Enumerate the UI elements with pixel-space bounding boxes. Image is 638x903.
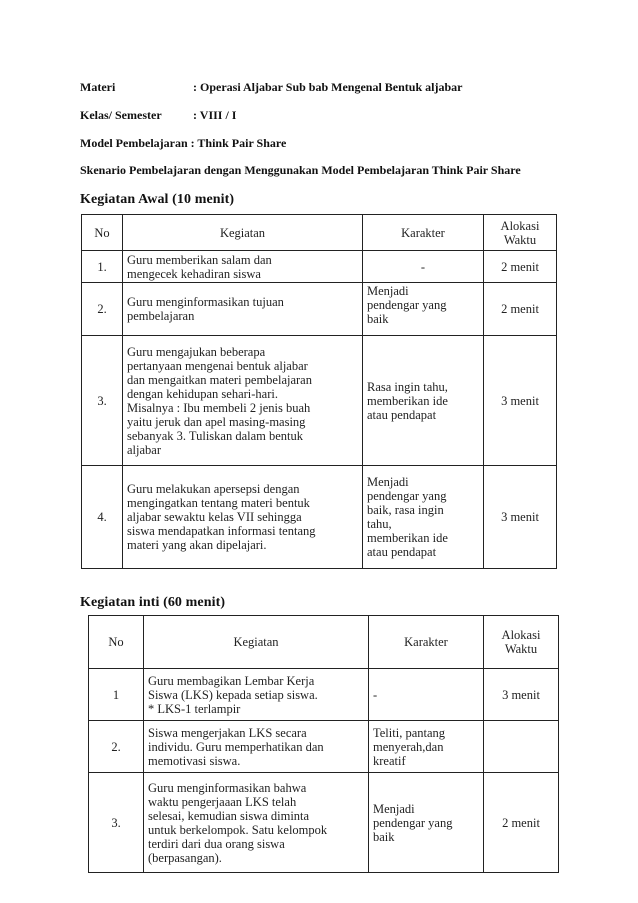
- row-waktu: 2 menit: [484, 251, 557, 283]
- header-karakter: Karakter: [363, 215, 484, 251]
- table-row: [82, 466, 557, 569]
- row-kegiatan: Guru mengajukan beberapa pertanyaan mengenai bentuk aljabar dan mengaitkan materi pembelajaran dengan kehidupan sehari-hari. Misalnya : Ibu membeli 2 jenis buah yaitu jeruk dan apel masing-masing sebanyak 3. Tuliskan dalam bentuk aljabar: [123, 336, 363, 466]
- table-row: [82, 283, 557, 336]
- inti-table: [88, 615, 559, 873]
- row-waktu: 2 menit: [484, 773, 559, 873]
- model-line: Model Pembelajaran : Think Pair Share: [80, 136, 287, 150]
- row-karakter: Menjadi pendengar yang baik, rasa ingin tahu, memberikan ide atau pendapat: [363, 466, 484, 569]
- row-kegiatan: Guru menginformasikan bahwa waktu pengerjaaan LKS telah selesai, kemudian siswa diminta untuk berkelompok. Satu kelompok terdiri dari dua orang siswa (berpasangan).: [144, 773, 369, 873]
- row-karakter: -: [363, 251, 484, 283]
- kelas-value: : VIII / I: [193, 108, 237, 122]
- table-row: [89, 721, 559, 773]
- row-karakter: Menjadi pendengar yang baik: [363, 283, 484, 336]
- materi-value: : Operasi Aljabar Sub bab Mengenal Bentuk aljabar: [193, 80, 463, 94]
- row-kegiatan: Siswa mengerjakan LKS secara individu. Guru memperhatikan dan memotivasi siswa.: [144, 721, 369, 773]
- materi-line: [80, 80, 462, 95]
- row-no: 4.: [82, 466, 123, 569]
- awal-header-row: [82, 215, 557, 251]
- header-no: No: [82, 215, 123, 251]
- row-karakter: -: [369, 669, 484, 721]
- awal-table: [81, 214, 557, 569]
- table-row: [89, 773, 559, 873]
- table-row: [89, 669, 559, 721]
- row-no: 3.: [89, 773, 144, 873]
- header-kegiatan: Kegiatan: [123, 215, 363, 251]
- table-row: [82, 251, 557, 283]
- row-karakter: Teliti, pantang menyerah,dan kreatif: [369, 721, 484, 773]
- row-no: 3.: [82, 336, 123, 466]
- awal-title: Kegiatan Awal (10 menit): [80, 192, 235, 207]
- header-alokasi: Alokasi Waktu: [484, 616, 559, 669]
- row-waktu: 3 menit: [484, 669, 559, 721]
- row-kegiatan: Guru menginformasikan tujuan pembelajaran: [123, 283, 363, 336]
- row-no: 2.: [89, 721, 144, 773]
- row-waktu: 3 menit: [484, 336, 557, 466]
- materi-label: Materi: [80, 80, 116, 94]
- header-kegiatan: Kegiatan: [144, 616, 369, 669]
- skenario-line: Skenario Pembelajaran dengan Menggunakan Model Pembelajaran Think Pair Share: [80, 163, 521, 177]
- inti-title: Kegiatan inti (60 menit): [80, 595, 226, 610]
- table-row: [82, 336, 557, 466]
- row-kegiatan: Guru memberikan salam dan mengecek kehadiran siswa: [123, 251, 363, 283]
- row-karakter: Rasa ingin tahu, memberikan ide atau pendapat: [363, 336, 484, 466]
- row-no: 1: [89, 669, 144, 721]
- kelas-label: Kelas/ Semester: [80, 108, 162, 122]
- row-waktu: 3 menit: [484, 466, 557, 569]
- kelas-line: [80, 108, 236, 123]
- header-alokasi: Alokasi Waktu: [484, 215, 557, 251]
- row-waktu: [484, 721, 559, 773]
- header-no: No: [89, 616, 144, 669]
- row-no: 1.: [82, 251, 123, 283]
- row-waktu: 2 menit: [484, 283, 557, 336]
- row-kegiatan: Guru melakukan apersepsi dengan mengingatkan tentang materi bentuk aljabar sewaktu kelas VII sehingga siswa mendapatkan informasi tentang materi yang akan dipelajari.: [123, 466, 363, 569]
- row-karakter: Menjadi pendengar yang baik: [369, 773, 484, 873]
- header-karakter: Karakter: [369, 616, 484, 669]
- inti-header-row: [89, 616, 559, 669]
- row-kegiatan: Guru membagikan Lembar Kerja Siswa (LKS) kepada setiap siswa. * LKS-1 terlampir: [144, 669, 369, 721]
- row-no: 2.: [82, 283, 123, 336]
